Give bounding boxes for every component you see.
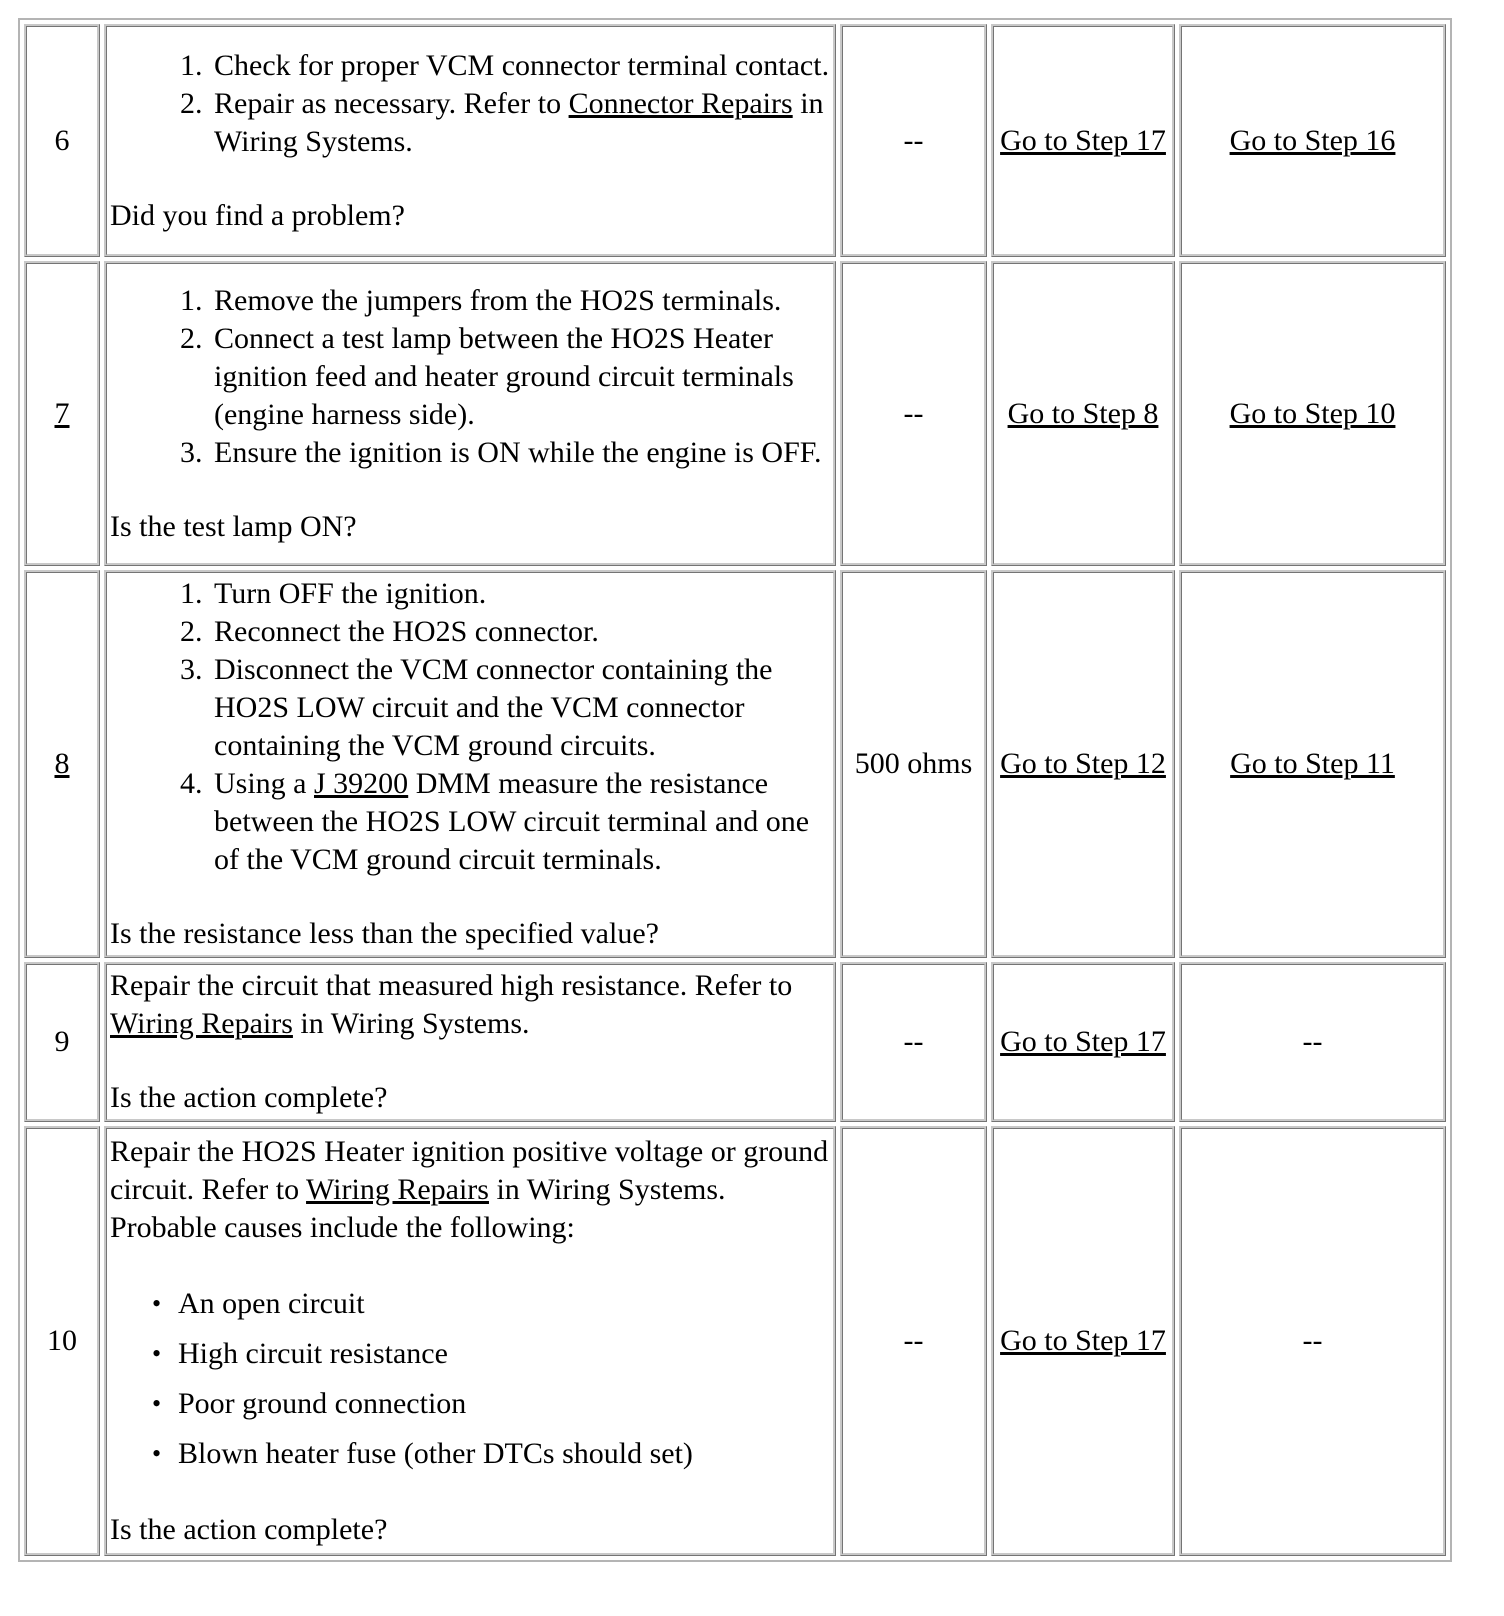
specified-value: -- [903,1324,924,1357]
yes-cell [991,570,1175,958]
spacer [110,1043,830,1079]
instruction-item: 1. Remove the jumpers from the HO2S terminals. [210,282,830,320]
yes-cell [991,1126,1175,1556]
specified-value: -- [903,396,924,430]
table-row [24,570,1446,958]
value-cell [840,962,987,1122]
instruction-text: in Wiring Systems. [214,86,824,158]
step-number-link[interactable]: 8 [54,747,70,780]
instruction-item: 2. Reconnect the HO2S connector. [210,613,830,651]
step-number-cell [24,570,100,958]
j-39200-tool-link[interactable]: J 39200 [314,767,409,800]
instruction-list [110,282,830,472]
no-value: -- [1302,1324,1323,1357]
table-row [24,261,1446,566]
specified-value: 500 ohms [854,747,973,780]
no-cell [1179,962,1446,1122]
value-cell [840,1126,987,1556]
instruction-text: Repair as necessary. Refer to [214,86,569,120]
step-number-cell [24,261,100,566]
instruction-item [210,765,830,879]
no-value: -- [1302,1025,1323,1058]
value-cell [840,570,987,958]
specified-value: -- [903,123,924,157]
yes-go-to-step-link[interactable]: Go to Step 12 [1000,747,1166,780]
list-item: • An open circuit [178,1285,830,1323]
wiring-repairs-link[interactable]: Wiring Repairs [306,1173,489,1206]
table-row [24,24,1446,257]
yes-go-to-step-link[interactable]: Go to Step 8 [1007,396,1159,430]
yes-go-to-step-link[interactable]: Go to Step 17 [1000,1324,1166,1357]
action-paragraph [110,967,830,1043]
action-cell [104,570,836,958]
yes-go-to-step-link[interactable]: Go to Step 17 [1000,123,1166,157]
connector-repairs-link[interactable]: Connector Repairs [568,86,793,120]
paragraph-text: in Wiring Systems. Probable causes include the following: [110,1173,726,1244]
instruction-text: Using a [214,767,314,800]
probable-causes-list [110,1285,830,1473]
list-item: • High circuit resistance [178,1335,830,1373]
list-item: • Blown heater fuse (other DTCs should set) [178,1435,830,1473]
step-question: Did you find a problem? [110,198,405,232]
value-cell [840,24,987,257]
action-cell [104,261,836,566]
no-go-to-step-link[interactable]: Go to Step 10 [1229,396,1396,430]
yes-cell [991,24,1175,257]
no-cell [1179,1126,1446,1556]
action-cell [104,24,836,257]
step-number-cell [24,1126,100,1556]
yes-cell [991,261,1175,566]
instruction-item: 1. Turn OFF the ignition. [210,575,830,613]
paragraph-text: in Wiring Systems. [292,1007,530,1040]
paragraph-text: Repair the circuit that measured high resistance. Refer to [110,969,793,1002]
diagnostic-steps-table [18,18,1452,1562]
table-row [24,1126,1446,1556]
step-number-link[interactable]: 7 [54,396,70,430]
table-row [24,962,1446,1122]
no-cell [1179,570,1446,958]
no-go-to-step-link[interactable]: Go to Step 16 [1229,123,1396,157]
step-number: 9 [54,1025,70,1058]
wiring-repairs-link[interactable]: Wiring Repairs [110,1007,293,1040]
yes-go-to-step-link[interactable]: Go to Step 17 [1000,1025,1166,1058]
step-number-cell [24,962,100,1122]
action-cell [104,962,836,1122]
instruction-text: DMM measure the resistance between the HO2S LOW circuit terminal and one of the VCM ground circuit terminals. [214,767,810,876]
diagnostic-table-container [18,18,1452,1562]
no-go-to-step-link[interactable]: Go to Step 11 [1230,747,1395,780]
instruction-item: 1. Check for proper VCM connector terminal contact. [210,47,830,85]
step-question: Is the resistance less than the specified value? [110,917,659,950]
no-cell [1179,24,1446,257]
step-number: 6 [54,123,70,157]
action-paragraph [110,1133,830,1247]
step-question: Is the action complete? [110,1081,388,1114]
step-number: 10 [47,1324,77,1357]
paragraph-text: Repair the HO2S Heater ignition positive voltage or ground circuit. Refer to [110,1135,829,1206]
specified-value: -- [903,1025,924,1058]
step-number-cell [24,24,100,257]
step-question: Is the action complete? [110,1513,388,1546]
instruction-item: 3. Ensure the ignition is ON while the engine is OFF. [210,434,830,472]
instruction-list [110,47,830,161]
instruction-item: 3. Disconnect the VCM connector containing the HO2S LOW circuit and the VCM connector containing the VCM ground circuits. [210,651,830,765]
step-question: Is the test lamp ON? [110,509,357,543]
instruction-item: 2. Connect a test lamp between the HO2S Heater ignition feed and heater ground circuit terminals (engine harness side). [210,320,830,434]
instruction-list [110,575,830,879]
no-cell [1179,261,1446,566]
action-cell [104,1126,836,1556]
instruction-item [210,85,830,161]
yes-cell [991,962,1175,1122]
value-cell [840,261,987,566]
list-item: • Poor ground connection [178,1385,830,1423]
